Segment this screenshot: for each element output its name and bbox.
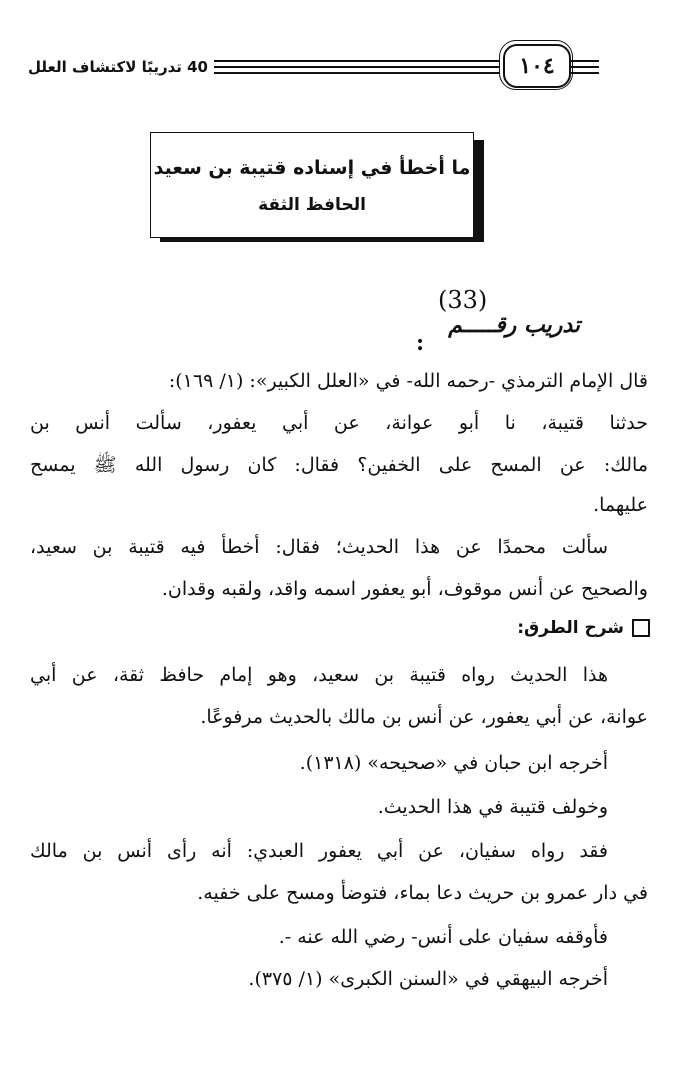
running-head: 40 تدريبًا لاكتشاف العلل xyxy=(28,58,208,76)
paragraph-takhrij-bayhaqi: أخرجه البيهقي في «السنن الكبرى» (١/ ٣٧٥). xyxy=(248,968,608,990)
header-rule-mid xyxy=(214,66,500,68)
header-rule-bottom xyxy=(214,72,500,74)
paragraph-contradiction: وخولف قتيبة في هذا الحديث. xyxy=(377,796,608,818)
header-rule-right-bottom xyxy=(571,72,599,74)
header-rule-top xyxy=(214,60,500,62)
paragraph-mawquf: فأوقفه سفيان على أنس- رضي الله عنه -. xyxy=(278,926,608,948)
chapter-title-line2: الحافظ الثقة xyxy=(258,195,366,215)
section-heading-label: شرح الطرق: xyxy=(517,618,624,638)
header-rule-right-top xyxy=(571,60,599,62)
exercise-label: تدريب رقـــــم xyxy=(448,312,580,338)
paragraph-bukhari-line2: والصحيح عن أنس موقوف، أبو يعفور اسمه واقد، ولقبه وقدان. xyxy=(161,578,648,600)
paragraph-sufyan-line2: في دار عمرو بن حريث دعا بماء، فتوضأ ومسح على خفيه. xyxy=(197,882,648,904)
paragraph-explanation-line2: عوانة، عن أبي يعفور، عن أنس بن مالك بالحديث مرفوعًا. xyxy=(200,706,648,728)
page-number: ١٠٤ xyxy=(503,44,571,88)
exercise-number: (33) xyxy=(438,286,488,314)
paragraph-explanation-line1: هذا الحديث رواه قتيبة بن سعيد، وهو إمام حافظ ثقة، عن أبي xyxy=(30,664,608,686)
square-bullet-icon xyxy=(632,619,650,637)
header-rule-right-mid xyxy=(571,66,599,68)
chapter-title-box xyxy=(150,132,474,238)
paragraph-takhrij-ibn-hibban: أخرجه ابن حبان في «صحيحه» (١٣١٨). xyxy=(299,752,608,774)
paragraph-bukhari-line1: سألت محمدًا عن هذا الحديث؛ فقال: أخطأ فيه قتيبة بن سعيد، xyxy=(30,536,608,558)
paragraph-intro: قال الإمام الترمذي -رحمه الله- في «العلل الكبير»: (١/ ١٦٩): xyxy=(168,370,648,392)
paragraph-isnad-line3: عليهما. xyxy=(593,494,648,516)
chapter-title-line1: ما أخطأ في إسناده قتيبة بن سعيد xyxy=(153,157,471,179)
section-heading xyxy=(517,614,650,642)
paragraph-sufyan-line1: فقد رواه سفيان، عن أبي يعفور العبدي: أنه رأى أنس بن مالك xyxy=(30,840,608,862)
paragraph-isnad-line2: مالك: عن المسح على الخفين؟ فقال: كان رسول الله ﷺ يمسح xyxy=(30,454,648,476)
paragraph-isnad-line1: حدثنا قتيبة، نا أبو عوانة، عن أبي يعفور، سألت أنس بن xyxy=(30,412,648,434)
exercise-colon: : xyxy=(416,330,425,356)
